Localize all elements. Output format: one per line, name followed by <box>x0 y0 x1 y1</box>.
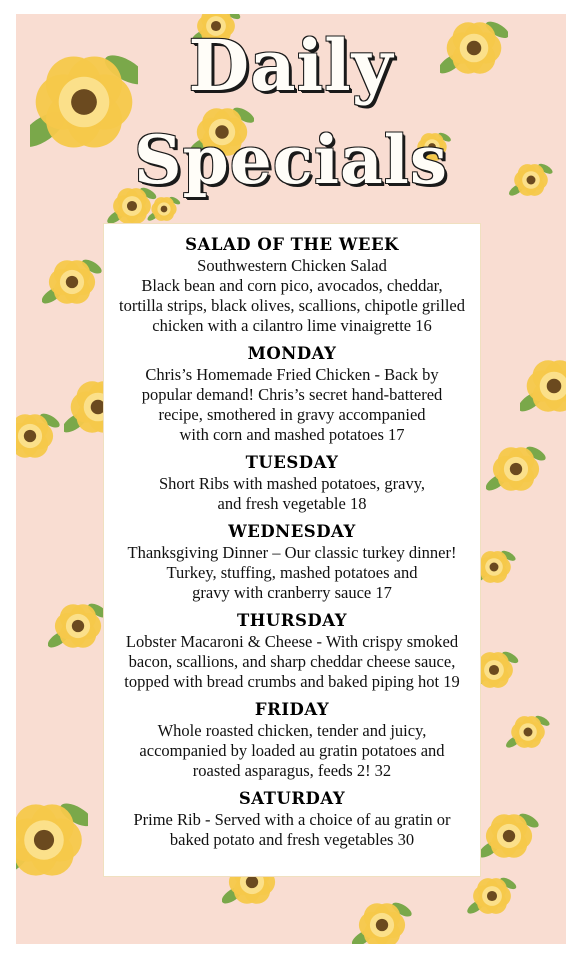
dish-line: recipe, smothered in gravy accompanied <box>158 405 426 424</box>
dish-line: roasted asparagus, feeds 2! 32 <box>192 761 392 780</box>
section-saturday <box>104 788 480 850</box>
yellow-rose-icon <box>520 352 566 420</box>
section-monday <box>104 343 480 445</box>
section-heading: THURSDAY <box>237 611 347 630</box>
dish-line: bacon, scallions, and sharp cheddar cheese sauce, <box>128 652 456 671</box>
dish-line: with corn and mashed potatoes 17 <box>179 425 405 444</box>
title-specials: Specials <box>133 121 449 199</box>
yellow-rose-icon <box>352 895 412 944</box>
dish-line: and fresh vegetable 18 <box>217 494 367 513</box>
dish-line: tortilla strips, black olives, scallions, chipotle grilled <box>119 296 465 315</box>
section-heading: SATURDAY <box>238 789 346 808</box>
title-daily: Daily <box>188 24 394 107</box>
dish-line: gravy with cranberry sauce 17 <box>192 583 392 602</box>
dish-line: accompanied by loaded au gratin potatoes and <box>139 741 445 760</box>
dish-line: chicken with a cilantro lime vinaigrette 16 <box>152 316 432 335</box>
menu-poster <box>16 14 566 944</box>
section-heading: WEDNESDAY <box>228 522 356 541</box>
section-heading: FRIDAY <box>254 700 330 719</box>
dish-line: Short Ribs with mashed potatoes, gravy, <box>158 474 426 493</box>
dish-line: Lobster Macaroni & Cheese - With crispy smoked <box>125 632 459 651</box>
yellow-rose-icon <box>504 708 552 756</box>
dish-line: Chris’s Homemade Fried Chicken - Back by <box>145 365 439 384</box>
dish-line: baked potato and fresh vegetables 30 <box>169 830 415 849</box>
yellow-rose-icon <box>16 796 88 884</box>
section-salad-of-the-week <box>104 234 480 336</box>
dish-line: Whole roasted chicken, tender and juicy, <box>157 721 427 740</box>
dish-line: Prime Rib - Served with a choice of au gratin or <box>133 810 451 829</box>
dish-line: Black bean and corn pico, avocados, cheddar, <box>141 276 443 295</box>
yellow-rose-icon <box>479 806 539 866</box>
yellow-rose-icon <box>486 439 546 499</box>
section-wednesday <box>104 521 480 603</box>
dish-line: Turkey, stuffing, mashed potatoes and <box>166 563 418 582</box>
section-thursday <box>104 610 480 692</box>
menu-card <box>104 224 480 876</box>
section-heading: MONDAY <box>247 344 337 363</box>
yellow-rose-icon <box>48 596 108 656</box>
section-friday <box>104 699 480 781</box>
dish-line: popular demand! Chris’s secret hand-battered <box>141 385 443 404</box>
section-tuesday <box>104 452 480 514</box>
dish-line: topped with bread crumbs and baked piping hot 19 <box>124 672 460 691</box>
yellow-rose-icon <box>466 870 518 922</box>
yellow-rose-icon <box>42 252 102 312</box>
dish-line: Southwestern Chicken Salad <box>197 256 387 275</box>
yellow-rose-icon <box>16 406 60 466</box>
section-heading: SALAD OF THE WEEK <box>185 235 399 254</box>
dish-line: Thanksgiving Dinner – Our classic turkey dinner! <box>127 543 457 562</box>
section-heading: TUESDAY <box>245 453 339 472</box>
